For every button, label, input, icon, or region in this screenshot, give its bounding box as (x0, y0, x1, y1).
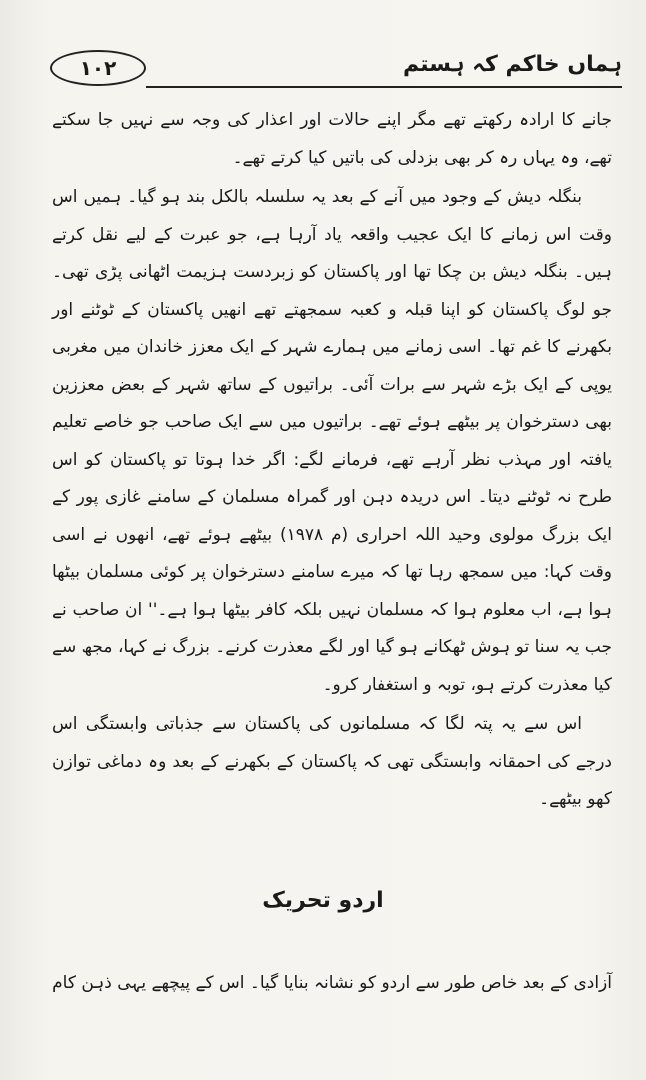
body-text (52, 102, 612, 819)
page-number: ۱۰۲ (50, 50, 146, 86)
running-title: ہماں خاکم کہ ہستم (402, 52, 622, 77)
paragraph-1: جانے کا ارادہ رکھتے تھے مگر اپنے حالات اور اعذار کی وجہ سے نہیں جا سکتے تھے، وہ یہاں رہ کر بھی بزدلی کی باتیں کیا کرتے تھے۔ (52, 110, 612, 168)
section-heading: اردو تحریک (262, 888, 384, 913)
header-rule (146, 86, 622, 88)
paragraph-2: بنگلہ دیش کے وجود میں آنے کے بعد یہ سلسلہ بالکل بند ہو گیا۔ ہمیں اس وقت اس زمانے کا ایک عجیب واقعہ یاد آرہا ہے، جو عبرت کے لیے نقل کرتے ہیں۔ بنگلہ دیش بن چکا تھا اور پاکستان کو زبردست ہزیمت اٹھانی پڑی تھی۔ جو لوگ پاکستان کو اپنا قبلہ و کعبہ سمجھتے تھے انھیں پاکستان کے ٹوٹنے اور بکھرنے کا غم تھا۔ اسی زمانے میں ہمارے شہر کے ایک معزز خاندان میں مغربی یوپی کے ایک بڑے شہر سے برات آئی۔ براتیوں کے ساتھ شہر کے بعض معززین بھی دسترخوان پر بیٹھے ہوئے تھے۔ براتیوں میں سے ایک صاحب جو خاصے تعلیم یافتہ اور مہذب نظر آرہے تھے، فرمانے لگے: اگر خدا ہوتا تو پاکستان کو اس طرح نہ ٹوٹنے دیتا۔ اس دریدہ دہن اور گمراہ مسلمان کے سامنے غازی پور کے ایک بزرگ مولوی وحید اللہ احراری (م ۱۹۷۸) بیٹھے ہوئے تھے، انھوں نے اسی وقت کہا: میں سمجھ رہا تھا کہ میرے سامنے دسترخوان پر کوئی مسلمان بیٹھا ہوا ہے، اب معلوم ہوا کہ مسلمان نہیں بلکہ کافر بیٹھا ہوا ہے۔'' ان صاحب نے جب یہ سنا تو ہوش ٹھکانے ہو گیا اور لگے معذرت کرنے۔ بزرگ نے کہا، مجھ سے کیا معذرت کرتے ہو، توبہ و استغفار کرو۔ (52, 187, 612, 695)
section-first-line: آزادی کے بعد خاص طور سے اردو کو نشانہ بنایا گیا۔ اس کے پیچھے یہی ذہن کام (52, 973, 612, 993)
page-header (40, 50, 622, 90)
paragraph-3: اس سے یہ پتہ لگا کہ مسلمانوں کی پاکستان سے جذباتی وابستگی اس درجے کی احمقانہ وابستگی تھی کہ پاکستان کے بکھرنے کے بعد وہ دماغی توازن کھو بیٹھے۔ (52, 714, 612, 809)
